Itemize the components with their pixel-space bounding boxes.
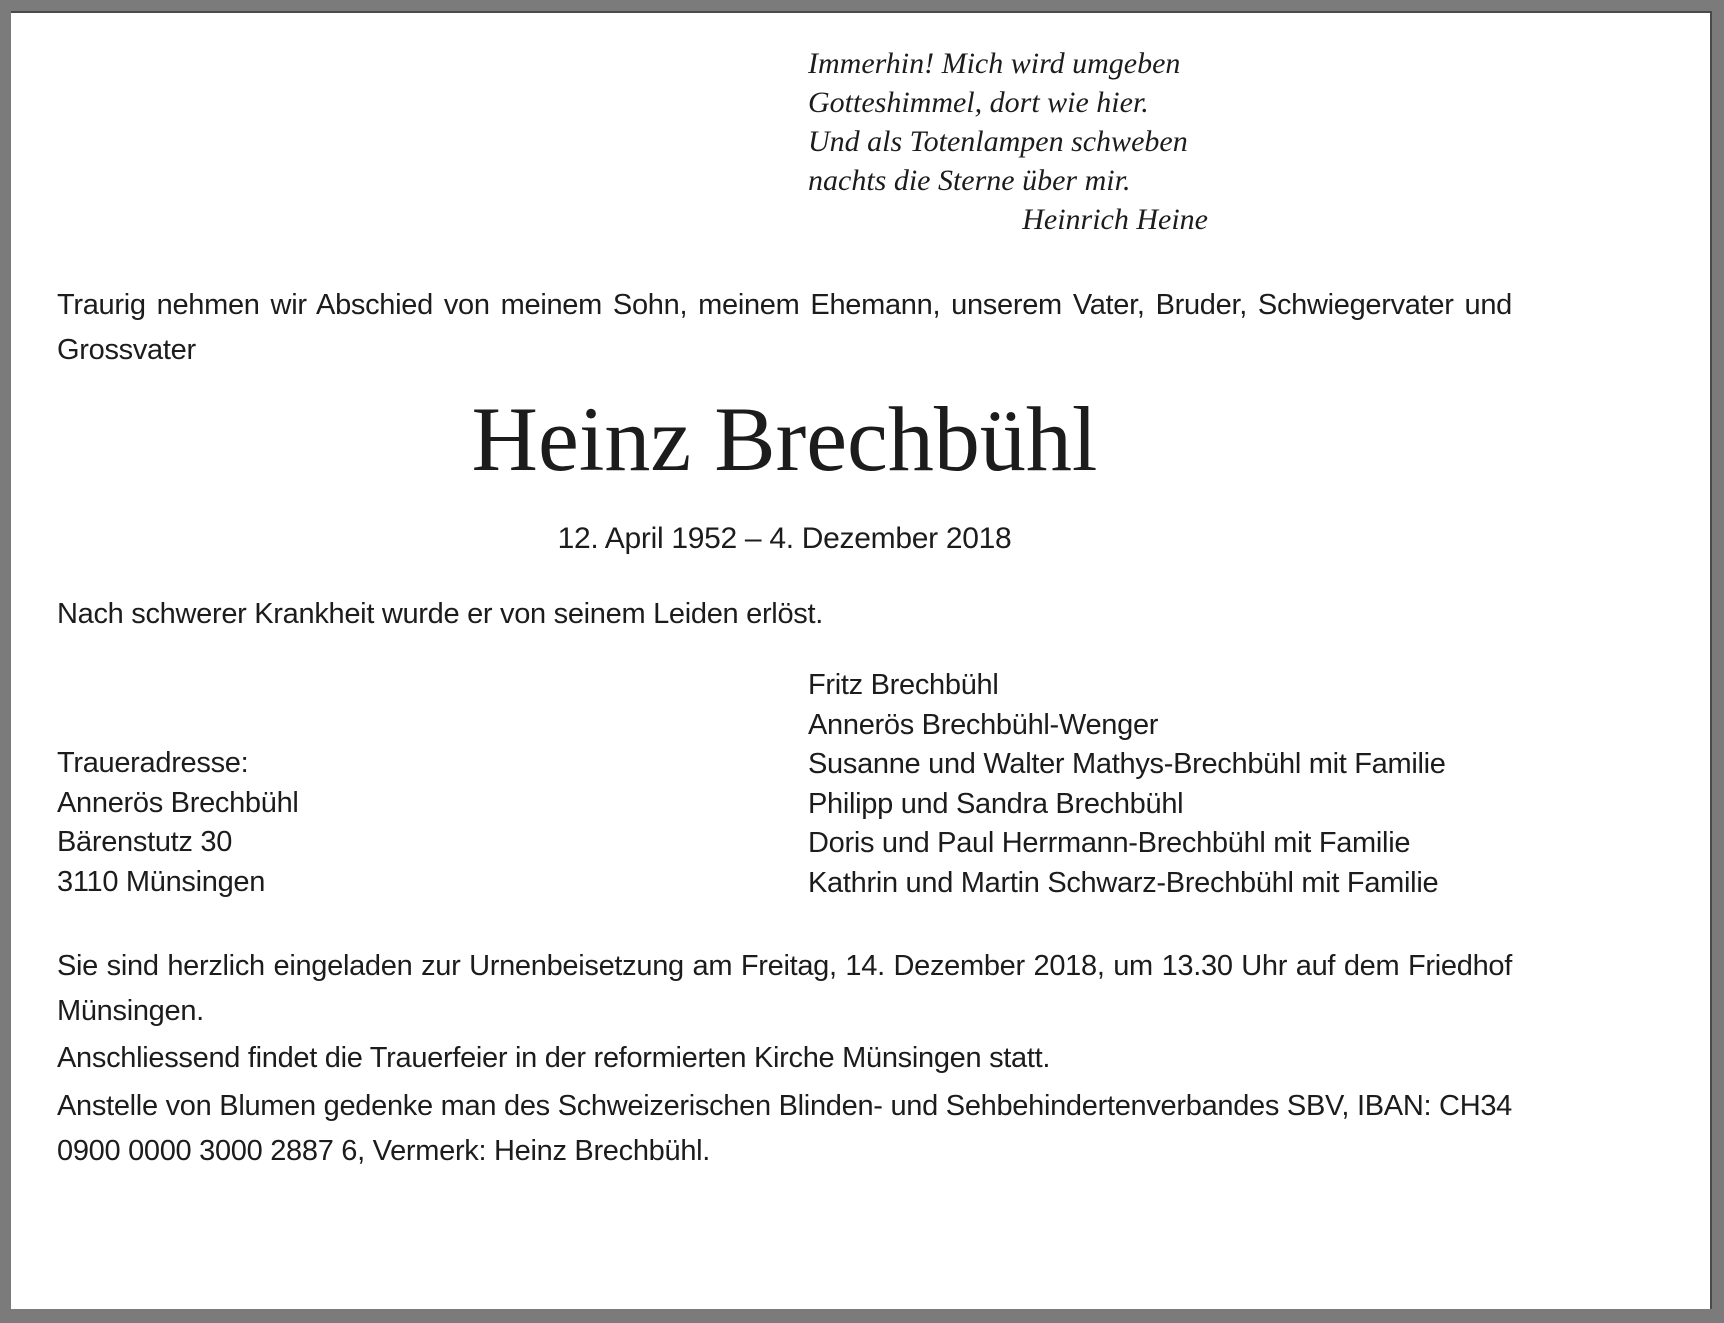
verse-attribution: Heinrich Heine (1022, 203, 1208, 236)
verse-line: Gotteshimmel, dort wie hier. (808, 86, 1149, 119)
memorial-verse (808, 44, 1208, 239)
verse-line: nachts die Sterne über mir. (808, 164, 1131, 197)
verse-line: Immerhin! Mich wird umgeben (808, 47, 1181, 80)
mourning-address-label: Traueradresse: (57, 747, 249, 779)
mourning-address (57, 744, 757, 902)
family-member: Fritz Brechbühl (808, 669, 999, 701)
mourning-address-street: Bärenstutz 30 (57, 826, 233, 858)
illness-note: Nach schwerer Krankheit wurde er von seinem Leiden erlöst. (57, 598, 823, 630)
family-member: Doris und Paul Herrmann-Brechbühl mit Familie (808, 827, 1411, 859)
life-dates: 12. April 1952 – 4. Dezember 2018 (557, 522, 1012, 555)
mourning-address-city: 3110 Münsingen (57, 865, 266, 898)
donation-note: Anstelle von Blumen gedenke man des Schweizerischen Blinden- und Sehbehindertenverbandes SBV, IBAN: CH34 0900 0000 3000 2887 6, Vermerk: Heinz Brechbühl. (57, 1090, 1512, 1167)
family-member: Philipp und Sandra Brechbühl (808, 787, 1184, 820)
service-note: Anschliessend findet die Trauerfeier in der reformierten Kirche Münsingen statt. (57, 1042, 1051, 1074)
verse-line: Und als Totenlampen schweben (808, 125, 1188, 158)
mourning-address-name: Annerös Brechbühl (57, 786, 299, 819)
family-member: Annerös Brechbühl-Wenger (808, 708, 1159, 741)
family-member: Susanne und Walter Mathys-Brechbühl mit Familie (808, 748, 1446, 780)
intro-text: Traurig nehmen wir Abschied von meinem Sohn, meinem Ehemann, unserem Vater, Bruder, Schwiegervater und Grossvater (57, 289, 1512, 366)
deceased-name: Heinz Brechbühl (471, 388, 1098, 490)
funeral-invitation: Sie sind herzlich eingeladen zur Urnenbeisetzung am Freitag, 14. Dezember 2018, um 13.30 Uhr auf dem Friedhof Münsingen. (57, 950, 1512, 1027)
family-member: Kathrin und Martin Schwarz-Brechbühl mit Familie (808, 866, 1439, 899)
family-list (808, 666, 1528, 903)
